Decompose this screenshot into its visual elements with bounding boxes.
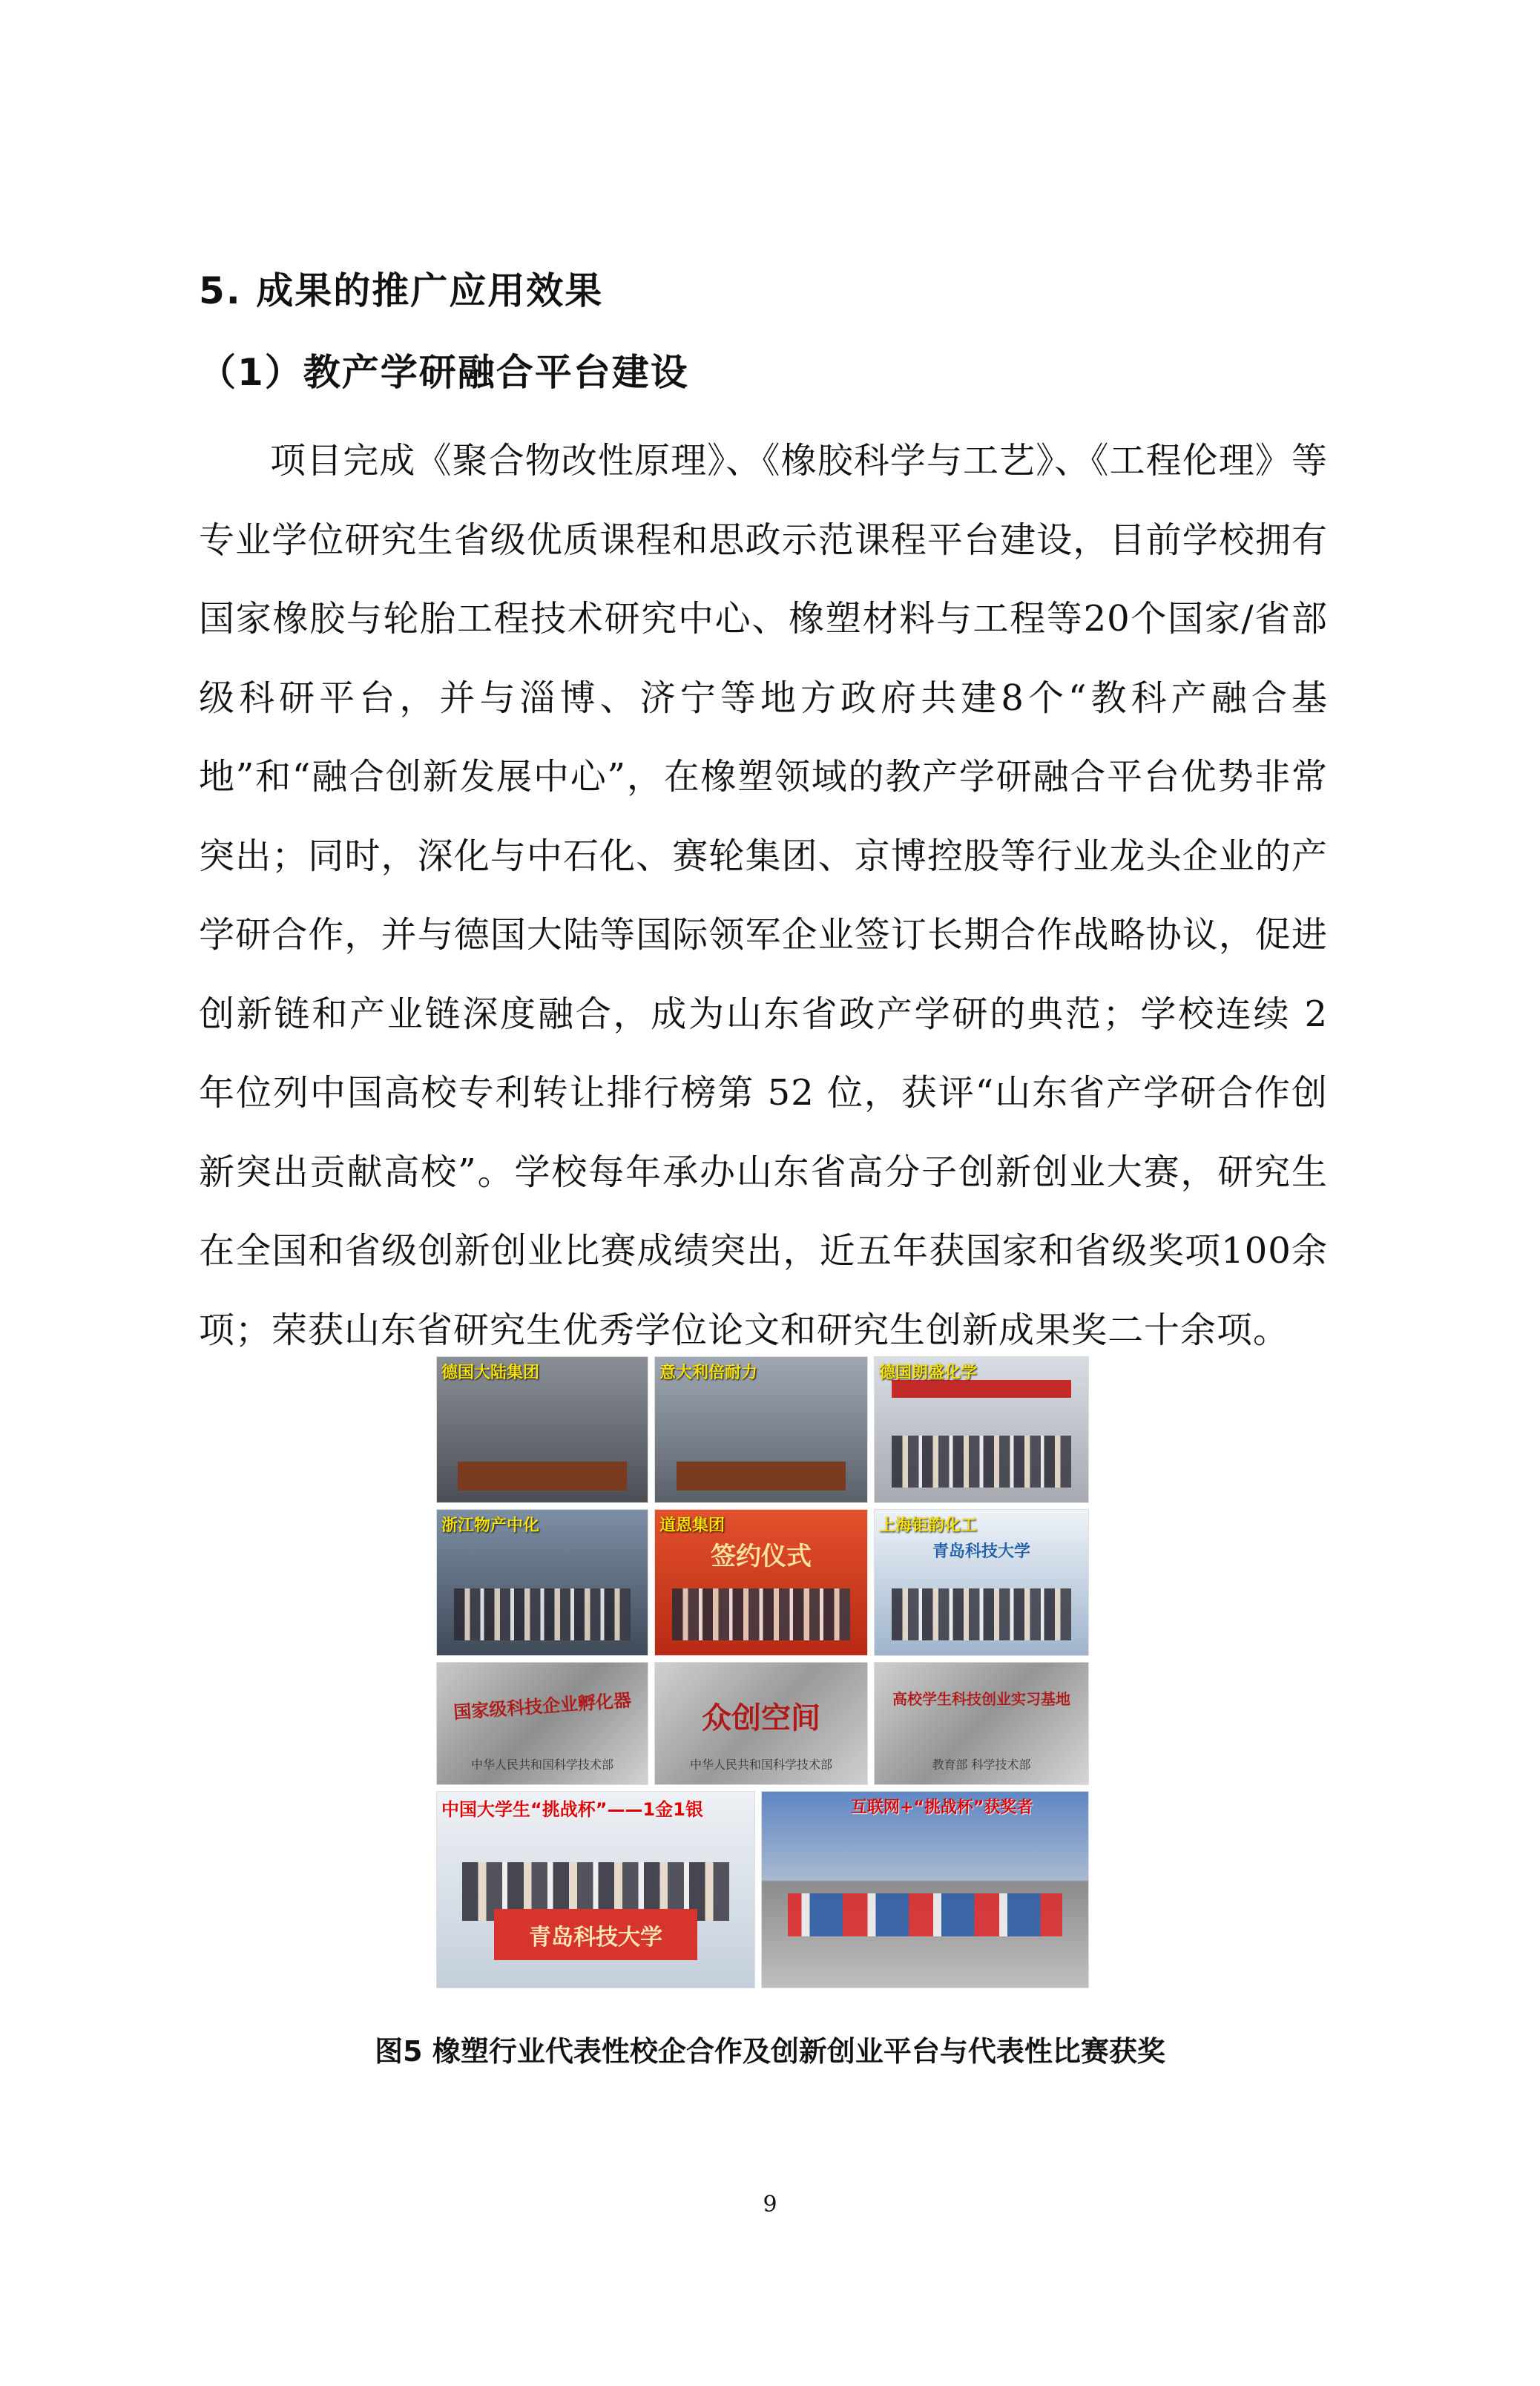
photo-title: 中国大学生“挑战杯”——1金1银 bbox=[441, 1799, 703, 1820]
photo-competition-team bbox=[761, 1791, 1089, 1988]
photo-title: 德国大陆集团 bbox=[441, 1364, 540, 1382]
paragraph: 项目完成《聚合物改性原理》、《橡胶科学与工艺》、《工程伦理》等专业学位研究生省级优质课程和思政示范课程平台建设，目前学校拥有国家橡胶与轮胎工程技术研究中心、橡塑材料与工程等20个国家/省部级科研平台，并与淄博、济宁等地方政府共建8个“教科产融合基地”和“融合创新发展中心”，在橡塑领域的教产学研融合平台优势非常突出；同时，深化与中石化、赛轮集团、京博控股等行业龙头企业的产学研合作，并与德国大陆等国际领军企业签订长期合作战略协议，促进创新链和产业链深度融合，成为山东省政产学研的典范；学校连续 2 年位列中国高校专利转让排行榜第 52 位，获评“山东省产学研合作创新突出贡献高校”。学校每年承办山东省高分子创新创业大赛，研究生在全国和省级创新创业比赛成绩突出，近五年获国家和省级奖项100余项；荣获山东省研究生优秀学位论文和研究生创新成果奖二十余项。 bbox=[199, 440, 1328, 1351]
plaque-text: 国家级科技企业孵化器 bbox=[453, 1690, 632, 1723]
signing-sign: 青岛科技大学 bbox=[932, 1542, 1030, 1562]
plaque-subtext: 教育部 科学技术部 bbox=[932, 1757, 1031, 1772]
photo-title: 互联网+“挑战杯”获奖者 bbox=[851, 1798, 1033, 1817]
photo-title: 道恩集团 bbox=[659, 1516, 725, 1535]
plaque-text: 众创空间 bbox=[702, 1700, 820, 1735]
subsection-heading: （1）教产学研融合平台建设 bbox=[199, 351, 689, 394]
photo-wuchan bbox=[436, 1509, 648, 1656]
signing-sign: 签约仪式 bbox=[711, 1542, 812, 1572]
plaque-maker-space bbox=[654, 1662, 868, 1785]
photo-title: 德国朗盛化学 bbox=[879, 1364, 978, 1382]
photo-title: 浙江物产中化 bbox=[441, 1516, 540, 1535]
photo-title: 意大利倍耐力 bbox=[659, 1364, 758, 1382]
photo-shanghai bbox=[874, 1509, 1089, 1656]
body-text bbox=[199, 421, 1328, 1370]
photo-lanxess bbox=[874, 1356, 1089, 1503]
university-banner: 青岛科技大学 bbox=[494, 1909, 697, 1960]
group-people bbox=[672, 1588, 850, 1641]
group-people bbox=[892, 1436, 1071, 1488]
photo-collage bbox=[436, 1356, 1089, 1987]
group-people bbox=[788, 1893, 1062, 1936]
group-people bbox=[892, 1588, 1071, 1641]
plaque-subtext: 中华人民共和国科学技术部 bbox=[689, 1757, 832, 1772]
meeting-table bbox=[458, 1462, 626, 1491]
photo-title: 上海钜韵化工 bbox=[879, 1516, 978, 1535]
meeting-table bbox=[677, 1462, 846, 1491]
section-heading: 5. 成果的推广应用效果 bbox=[199, 269, 604, 312]
figure-caption: 图5 橡塑行业代表性校企合作及创新创业平台与代表性比赛获奖 bbox=[375, 2035, 1165, 2068]
plaque-subtext: 中华人民共和国科学技术部 bbox=[470, 1757, 613, 1772]
group-people bbox=[454, 1588, 631, 1641]
photo-pirelli bbox=[654, 1356, 868, 1503]
plaque-incubator bbox=[436, 1662, 648, 1785]
photo-continental bbox=[436, 1356, 648, 1503]
plaque-text: 高校学生科技创业实习基地 bbox=[892, 1689, 1070, 1708]
photo-challenge-cup bbox=[436, 1791, 755, 1988]
page-number: 9 bbox=[763, 2192, 777, 2218]
photo-dawn-group bbox=[654, 1509, 868, 1656]
plaque-student-base bbox=[874, 1662, 1089, 1785]
